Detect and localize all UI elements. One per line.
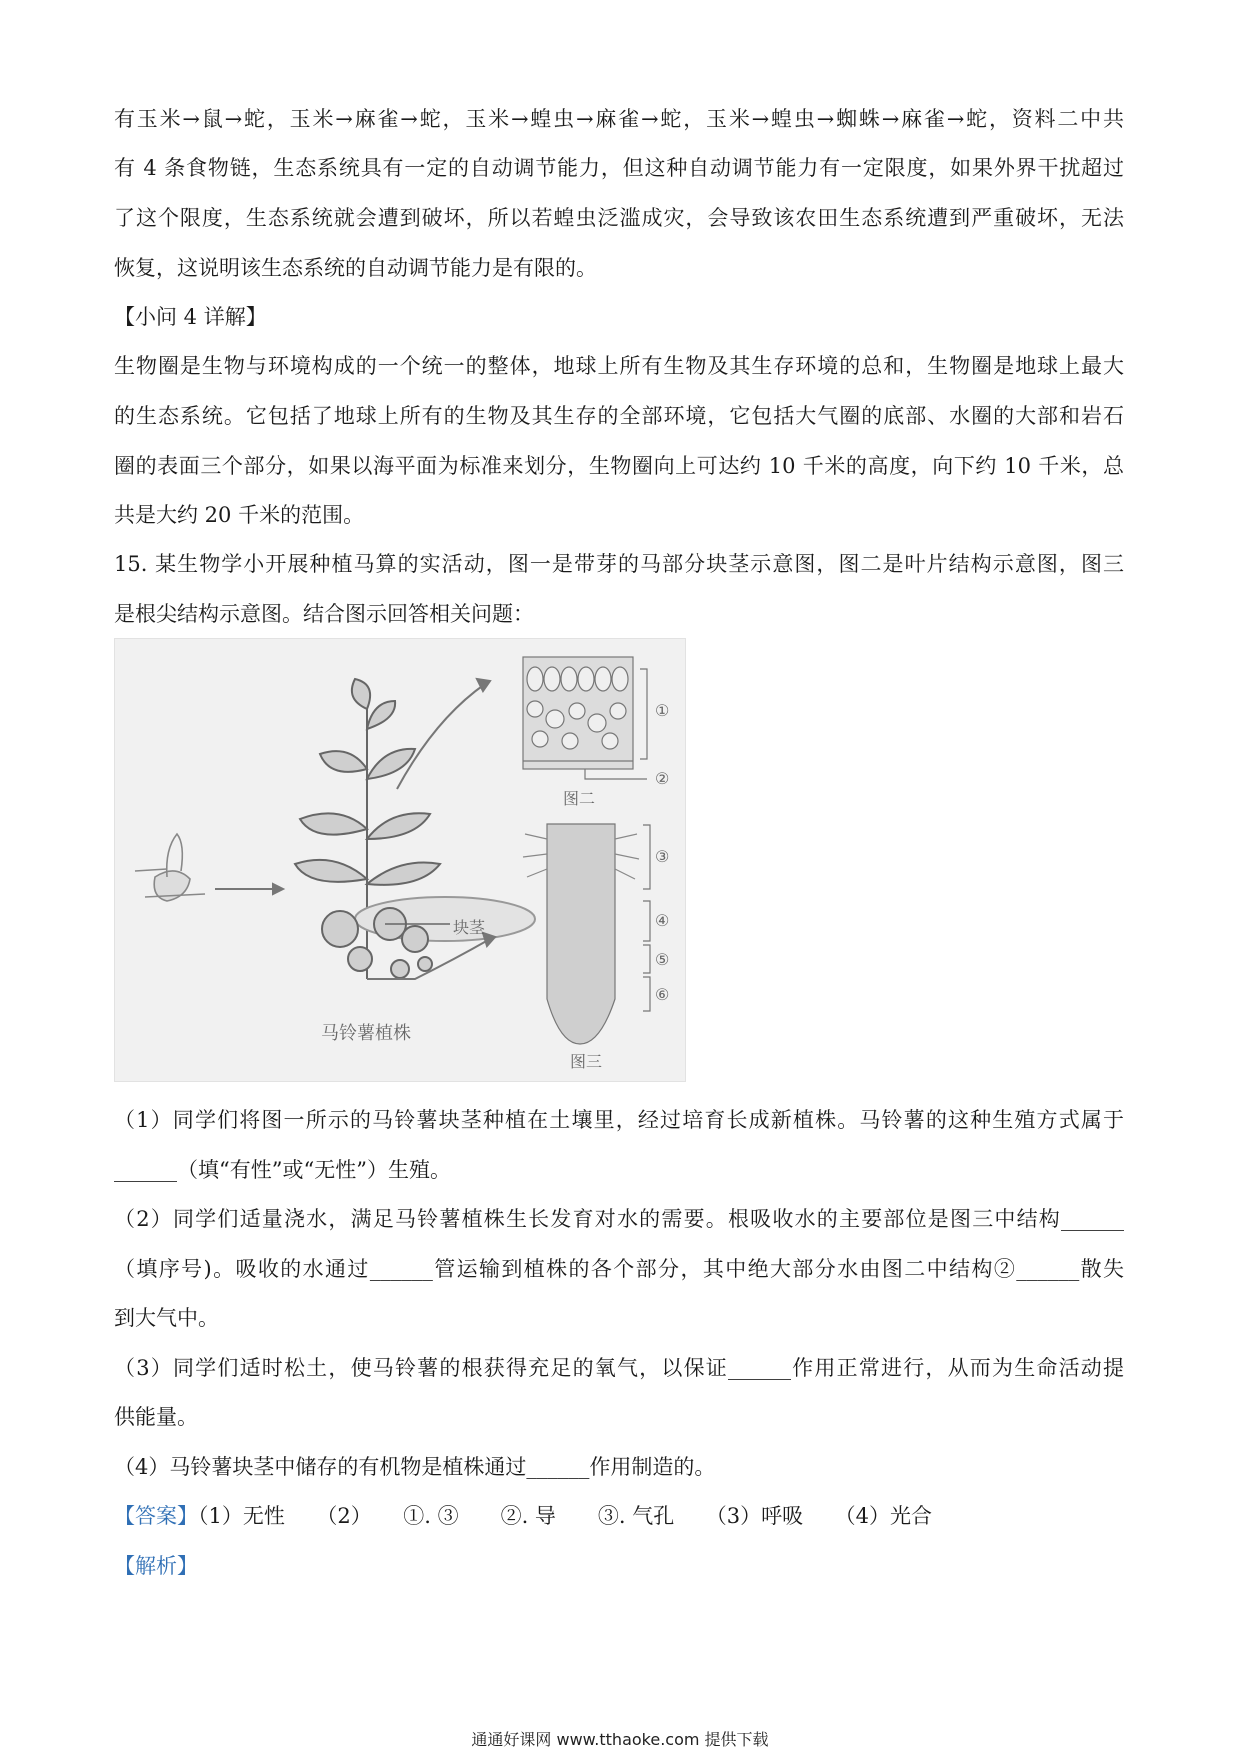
mark-5: ⑤ xyxy=(655,950,670,969)
root-tip-icon xyxy=(523,824,650,1044)
text-line: 恢复，这说明该生态系统的自动调节能力是有限的。 xyxy=(114,256,597,280)
label-plant: 马铃薯植株 xyxy=(321,1023,411,1044)
sub-question: （2）同学们适量浇水，满足马铃薯植株生长发育对水的需要。根吸收水的主要部位是图三中结构______ xyxy=(114,1207,1124,1231)
mark-1: ① xyxy=(655,701,670,720)
answer-text: （1）无性 （2） ①. ③ ②. 导 ③. 气孔 （3）呼吸 （4）光合 xyxy=(198,1504,932,1528)
figure-drawing xyxy=(115,639,685,1081)
sub-question: （4）马铃薯块茎中储存的有机物是植株通过______作用制造的。 xyxy=(114,1455,716,1479)
sub-question: （1）同学们将图一所示的马铃薯块茎种植在土壤里，经过培育长成新植株。马铃薯的这种生殖方式属于 xyxy=(114,1108,1124,1132)
label-tuber: 块茎 xyxy=(453,918,486,937)
mark-3: ③ xyxy=(655,847,670,866)
sprout-icon xyxy=(135,834,205,901)
mark-2: ② xyxy=(655,769,670,788)
sub-question: ______（填“有性”或“无性”）生殖。 xyxy=(114,1158,451,1182)
text-line: 了这个限度，生态系统就会遭到破坏，所以若蝗虫泛滥成灾，会导致该农田生态系统遭到严重破坏，无法 xyxy=(114,206,1124,230)
mark-4: ④ xyxy=(655,911,670,930)
sub-question: （填序号)。吸收的水通过______管运输到植株的各个部分，其中绝大部分水由图二中结构②______散失 xyxy=(114,1257,1124,1281)
section-heading: 【小问 4 详解】 xyxy=(114,305,267,329)
potato-figure xyxy=(114,638,686,1082)
text-line: 生物圈是生物与环境构成的一个统一的整体，地球上所有生物及其生存环境的总和，生物圈是地球上最大 xyxy=(114,354,1124,378)
text-line: 共是大约 20 千米的范围。 xyxy=(114,503,365,527)
sub-question: （3）同学们适时松土，使马铃薯的根获得充足的氧气，以保证______作用正常进行，从而为生命活动提 xyxy=(114,1356,1124,1380)
page-footer: 通通好课网 www.tthaoke.com 提供下载 xyxy=(471,1730,769,1749)
label-fig3: 图三 xyxy=(570,1052,603,1071)
text-line: 有 4 条食物链，生态系统具有一定的自动调节能力，但这种自动调节能力有一定限度，如果外界干扰超过 xyxy=(114,156,1124,180)
question-stem: 是根尖结构示意图。结合图示回答相关问题： xyxy=(114,602,534,626)
leaf-section-icon xyxy=(523,657,647,779)
sub-question: 供能量。 xyxy=(114,1405,198,1429)
text-line: 有玉米→鼠→蛇，玉米→麻雀→蛇，玉米→蝗虫→麻雀→蛇，玉米→蝗虫→蜘蛛→麻雀→蛇，资料二中共 xyxy=(114,107,1124,131)
analysis-label: 【解析】 xyxy=(114,1554,198,1578)
mark-6: ⑥ xyxy=(655,985,670,1004)
text-line: 的生态系统。它包括了地球上所有的生物及其生存的全部环境，它包括大气圈的底部、水圈的大部和岩石 xyxy=(114,404,1124,428)
question-stem: 15. 某生物学小开展种植马算的实活动，图一是带芽的马部分块茎示意图，图二是叶片结构示意图，图三 xyxy=(114,552,1124,576)
answer-label: 【答案】 xyxy=(114,1504,198,1528)
label-fig2: 图二 xyxy=(563,789,596,808)
arrow-icon xyxy=(215,884,283,894)
sub-question: 到大气中。 xyxy=(114,1306,219,1330)
potato-plant-icon xyxy=(295,679,535,979)
text-line: 圈的表面三个部分，如果以海平面为标准来划分，生物圈向上可达约 10 千米的高度，向下约 10 千米，总 xyxy=(114,454,1124,478)
answer-line xyxy=(114,1501,932,1531)
